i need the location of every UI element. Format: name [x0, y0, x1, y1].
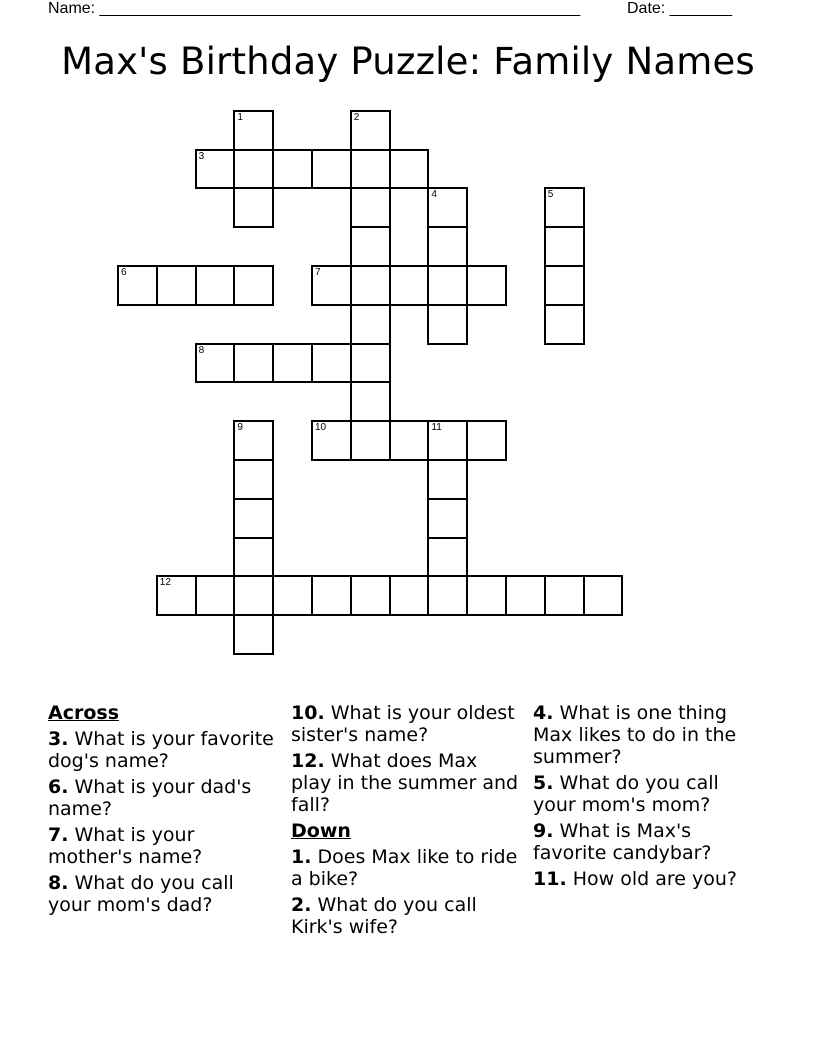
cell-number: 3 [198, 150, 205, 162]
grid-cell[interactable] [311, 343, 352, 384]
grid-cell[interactable] [389, 420, 430, 461]
clue-down-4: 4. What is one thing Max likes to do in the summer? [533, 702, 737, 768]
cell-number: 12 [159, 577, 171, 589]
clue-down-2: 2. What do you call Kirk's wife? [291, 894, 477, 938]
grid-cell[interactable] [272, 343, 313, 384]
across-heading: Across [48, 702, 120, 724]
grid-cell[interactable] [466, 420, 507, 461]
clue-down-9: 9. What is Max's favorite candybar? [533, 820, 712, 864]
cell-number: 2 [353, 111, 360, 123]
name-field-label[interactable]: Name: ______________________________________________________ [48, 0, 581, 17]
grid-cell[interactable] [195, 343, 236, 384]
clue-across-10: 10. What is your oldest sister's name? [291, 702, 515, 746]
grid-cell[interactable] [117, 265, 158, 306]
grid-cell[interactable] [544, 187, 585, 228]
grid-cell[interactable] [350, 343, 391, 384]
cell-number: 5 [547, 189, 554, 201]
grid-cell[interactable] [427, 226, 468, 267]
grid-cell[interactable] [233, 187, 274, 228]
grid-cell[interactable] [389, 149, 430, 190]
cell-number: 4 [431, 189, 437, 201]
cell-number: 1 [237, 111, 243, 123]
grid-cell[interactable] [427, 537, 468, 578]
grid-cell[interactable] [195, 265, 236, 306]
grid-cell[interactable] [350, 381, 391, 422]
grid-cell[interactable] [233, 537, 274, 578]
grid-cell[interactable] [427, 575, 468, 616]
cell-number: 11 [431, 422, 442, 434]
clue-down-5: 5. What do you call your mom's mom? [533, 772, 719, 816]
grid-cell[interactable] [272, 149, 313, 190]
cell-number: 8 [198, 344, 205, 356]
down-heading: Down [291, 820, 351, 842]
cell-number: 10 [315, 422, 327, 434]
grid-cell[interactable] [156, 265, 197, 306]
clue-across-6: 6. What is your dad's name? [48, 776, 252, 820]
grid-cell[interactable] [505, 575, 546, 616]
grid-cell[interactable] [350, 575, 391, 616]
grid-cell[interactable] [350, 187, 391, 228]
grid-cell[interactable] [544, 304, 585, 345]
grid-cell[interactable] [350, 420, 391, 461]
grid-cell[interactable] [311, 265, 352, 306]
grid-cell[interactable] [311, 575, 352, 616]
cell-number: 9 [237, 422, 243, 434]
grid-cell[interactable] [156, 575, 197, 616]
date-field-label[interactable]: Date: _______ [627, 0, 732, 17]
grid-cell[interactable] [233, 343, 274, 384]
cell-number: 6 [121, 267, 127, 278]
grid-cell[interactable] [350, 149, 391, 190]
grid-cell[interactable] [350, 304, 391, 345]
grid-cell[interactable] [233, 110, 274, 151]
grid-cell[interactable] [427, 498, 468, 539]
clue-across-12: 12. What does Max play in the summer and fall? [291, 750, 519, 816]
grid-cell[interactable] [389, 265, 430, 306]
clue-column-1 [48, 702, 280, 920]
grid-cell[interactable] [427, 459, 468, 500]
puzzle-title: Max's Birthday Puzzle: Family Names [61, 40, 755, 83]
grid-cell[interactable] [233, 614, 274, 655]
grid-cell[interactable] [466, 265, 507, 306]
grid-cell[interactable] [466, 575, 507, 616]
grid-cell[interactable] [233, 498, 274, 539]
grid-cell[interactable] [350, 265, 391, 306]
clue-down-11: 11. How old are you? [533, 868, 737, 890]
grid-cell[interactable] [195, 149, 236, 190]
grid-cell[interactable] [583, 575, 624, 616]
grid-cell[interactable] [427, 304, 468, 345]
grid-cell[interactable] [544, 226, 585, 267]
cell-number: 7 [315, 267, 321, 278]
grid-cell[interactable] [544, 575, 585, 616]
grid-cell[interactable] [427, 420, 468, 461]
grid-cell[interactable] [350, 110, 391, 151]
grid-cell[interactable] [233, 265, 274, 306]
grid-cell[interactable] [311, 420, 352, 461]
grid-cell[interactable] [311, 149, 352, 190]
grid-cell[interactable] [350, 226, 391, 267]
grid-cell[interactable] [544, 265, 585, 306]
grid-cell[interactable] [233, 575, 274, 616]
clue-across-7: 7. What is your mother's name? [48, 824, 203, 868]
grid-cell[interactable] [233, 149, 274, 190]
clue-across-3: 3. What is your favorite dog's name? [48, 728, 274, 772]
grid-cell[interactable] [233, 459, 274, 500]
clue-across-8: 8. What do you call your mom's dad? [48, 872, 234, 916]
grid-cell[interactable] [389, 575, 430, 616]
clue-column-3 [533, 702, 765, 894]
grid-cell[interactable] [427, 265, 468, 306]
clue-column-2 [291, 702, 523, 942]
grid-cell[interactable] [272, 575, 313, 616]
grid-cell[interactable] [427, 187, 468, 228]
grid-cell[interactable] [233, 420, 274, 461]
grid-cell[interactable] [195, 575, 236, 616]
clue-down-1: 1. Does Max like to ride a bike? [291, 846, 518, 890]
